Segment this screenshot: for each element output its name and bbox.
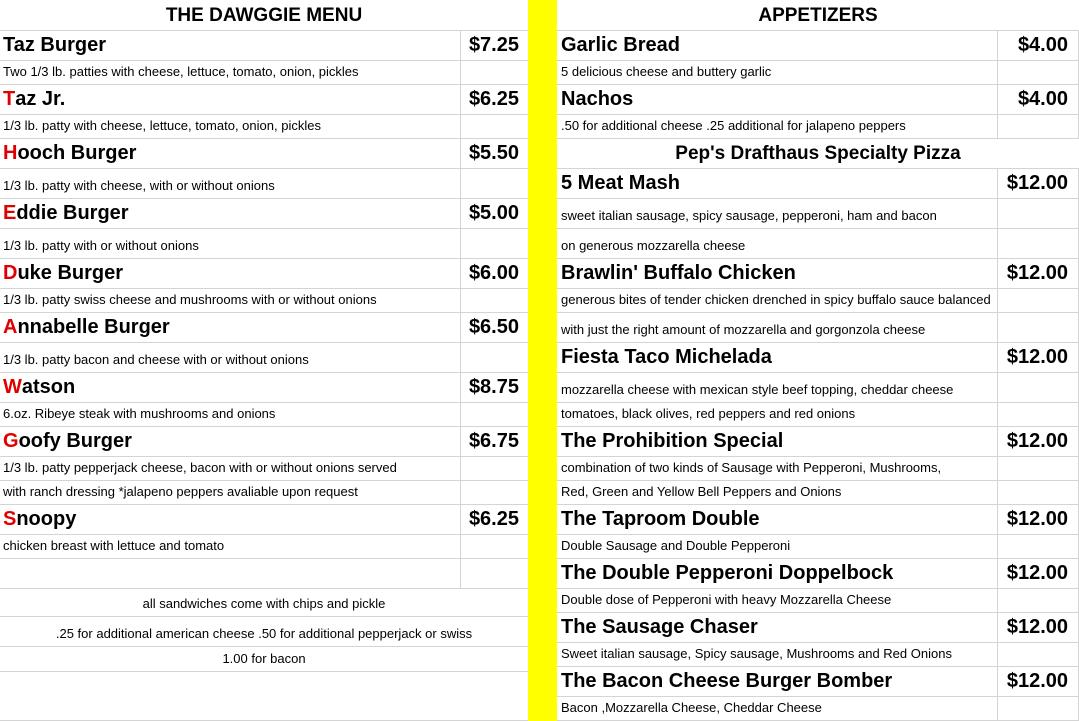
- price-blank: [461, 457, 528, 480]
- appetizer-desc-row: [557, 61, 1079, 85]
- burger-initial: T: [3, 88, 16, 110]
- burger-name-rest: oofy Burger: [18, 430, 132, 452]
- pizza-description: mozzarella cheese with mexican style beef topping, cheddar cheese: [557, 373, 998, 402]
- pizza-description: Double Sausage and Double Pepperoni: [557, 535, 998, 558]
- pizza-desc-row: [557, 403, 1079, 427]
- burger-name-rest: ddie Burger: [16, 202, 129, 224]
- empty-row: [0, 559, 528, 589]
- price-blank: [461, 169, 528, 198]
- burger-item-row: [0, 313, 528, 343]
- burger-price: $6.25: [468, 88, 519, 110]
- burger-name: [0, 259, 461, 288]
- burger-price: $6.25: [468, 508, 519, 530]
- burger-initial: A: [3, 316, 18, 338]
- burger-name-rest: nnabelle Burger: [17, 316, 170, 338]
- burger-item-row: [0, 139, 528, 169]
- burger-description: 1/3 lb. patty pepperjack cheese, bacon with or without onions served: [0, 457, 461, 480]
- pizza-name: Brawlin' Buffalo Chicken: [557, 259, 998, 288]
- menu-title-row: [0, 0, 528, 31]
- pizza-item-row: [557, 613, 1079, 643]
- burger-name-rest: atson: [21, 376, 76, 398]
- appetizer-desc-row: [557, 115, 1079, 139]
- pizza-name: The Double Pepperoni Doppelbock: [557, 559, 998, 588]
- trailing-row: [0, 672, 528, 721]
- burger-item-row: [0, 199, 528, 229]
- price-blank: [461, 535, 528, 558]
- burger-description: 1/3 lb. patty bacon and cheese with or without onions: [0, 343, 461, 372]
- burger-price: $5.50: [468, 142, 519, 164]
- burger-price: $6.00: [468, 262, 519, 284]
- pizza-price: $12.00: [998, 259, 1079, 288]
- pizza-description: combination of two kinds of Sausage with Pepperoni, Mushrooms,: [557, 457, 998, 480]
- pizza-item-row: [557, 505, 1079, 535]
- pizza-name: The Bacon Cheese Burger Bomber: [557, 667, 998, 696]
- pizza-item-row: [557, 559, 1079, 589]
- pizza-item-row: [557, 259, 1079, 289]
- pizza-description: Sweet italian sausage, Spicy sausage, Mushrooms and Red Onions: [557, 643, 998, 666]
- burger-desc-row: [0, 481, 528, 505]
- price-blank: [998, 61, 1079, 84]
- burger-name: [0, 199, 461, 228]
- menu-note: all sandwiches come with chips and pickle: [142, 596, 386, 611]
- menu-title: THE DAWGGIE MENU: [165, 5, 363, 26]
- pizza-desc-row: [557, 313, 1079, 343]
- burger-desc-row: [0, 343, 528, 373]
- price-blank: [998, 313, 1079, 342]
- pizza-item-row: [557, 667, 1079, 697]
- note-row: [0, 589, 528, 617]
- burger-initial: E: [3, 202, 17, 224]
- price-blank: [998, 697, 1079, 720]
- burger-desc-row: [0, 169, 528, 199]
- burger-desc-row: [0, 115, 528, 139]
- pizza-desc-row: [557, 643, 1079, 667]
- burger-desc-row: [0, 535, 528, 559]
- price-blank: [461, 229, 528, 258]
- menu-note: .25 for additional american cheese .50 for additional pepperjack or swiss: [55, 626, 473, 641]
- pizza-name: The Taproom Double: [557, 505, 998, 534]
- pizza-desc-row: [557, 373, 1079, 403]
- burger-item-row: [0, 259, 528, 289]
- burger-item-row: [0, 31, 528, 61]
- price-blank: [461, 403, 528, 426]
- burger-initial: W: [3, 376, 22, 398]
- burger-name: [0, 505, 461, 534]
- burger-price: $6.75: [468, 430, 519, 452]
- pizza-item-row: [557, 343, 1079, 373]
- note-row: [0, 617, 528, 647]
- pizza-desc-row: [557, 199, 1079, 229]
- pizza-price: $12.00: [998, 613, 1079, 642]
- burger-price: $6.50: [468, 316, 519, 338]
- burger-description: 1/3 lb. patty with cheese, with or without onions: [0, 169, 461, 198]
- burger-initial: D: [3, 262, 18, 284]
- burger-price: $7.25: [468, 34, 519, 56]
- pizza-description: sweet italian sausage, spicy sausage, pepperoni, ham and bacon: [557, 199, 998, 228]
- burger-name: [0, 313, 461, 342]
- yellow-divider-column: [528, 0, 557, 721]
- burger-initial: G: [3, 430, 19, 452]
- burger-desc-row: [0, 229, 528, 259]
- burger-name: [0, 373, 461, 402]
- price-blank: [998, 457, 1079, 480]
- pizza-price: $12.00: [998, 427, 1079, 456]
- burger-desc-row: [0, 289, 528, 313]
- price-blank: [998, 289, 1079, 312]
- burger-desc-row: [0, 403, 528, 427]
- blank-cell: [461, 559, 528, 588]
- appetizer-price: $4.00: [998, 85, 1079, 114]
- pizza-section-title: Pep's Drafthaus Specialty Pizza: [675, 143, 961, 164]
- burger-desc-row: [0, 457, 528, 481]
- burger-description: chicken breast with lettuce and tomato: [0, 535, 461, 558]
- burger-item-row: [0, 85, 528, 115]
- price-blank: [998, 229, 1079, 258]
- pizza-desc-row: [557, 289, 1079, 313]
- burger-name-rest: noopy: [16, 508, 77, 530]
- burger-description: 1/3 lb. patty swiss cheese and mushrooms with or without onions: [0, 289, 461, 312]
- pizza-desc-row: [557, 589, 1079, 613]
- appetizers-title-row: [557, 0, 1079, 31]
- burger-name-rest: Taz Burger: [3, 34, 106, 56]
- burger-description: 1/3 lb. patty with cheese, lettuce, tomato, onion, pickles: [0, 115, 461, 138]
- price-blank: [998, 403, 1079, 426]
- burger-name: [0, 427, 461, 456]
- burger-initial: H: [3, 142, 18, 164]
- price-blank: [998, 643, 1079, 666]
- pizza-price: $12.00: [998, 667, 1079, 696]
- pizza-item-row: [557, 427, 1079, 457]
- price-blank: [461, 115, 528, 138]
- appetizers-title: APPETIZERS: [758, 5, 878, 26]
- burger-item-row: [0, 505, 528, 535]
- appetizer-description: 5 delicious cheese and buttery garlic: [557, 61, 998, 84]
- pizza-name: 5 Meat Mash: [557, 169, 998, 198]
- appetizer-price: $4.00: [998, 31, 1079, 60]
- pizza-desc-row: [557, 229, 1079, 259]
- burger-description: Two 1/3 lb. patties with cheese, lettuce, tomato, onion, pickles: [0, 61, 461, 84]
- blank-cell: [0, 559, 461, 588]
- note-row: [0, 647, 528, 672]
- burger-description: with ranch dressing *jalapeno peppers avaliable upon request: [0, 481, 461, 504]
- burger-item-row: [0, 427, 528, 457]
- price-blank: [998, 373, 1079, 402]
- burger-name-rest: az Jr.: [15, 88, 66, 110]
- appetizer-item-row: [557, 31, 1079, 61]
- price-blank: [998, 589, 1079, 612]
- pizza-description: with just the right amount of mozzarella and gorgonzola cheese: [557, 313, 998, 342]
- burger-price: $8.75: [468, 376, 519, 398]
- price-blank: [461, 481, 528, 504]
- burger-desc-row: [0, 61, 528, 85]
- pizza-price: $12.00: [998, 343, 1079, 372]
- burger-name-rest: ooch Burger: [17, 142, 137, 164]
- pizza-title-row: [557, 139, 1079, 169]
- pizza-item-row: [557, 169, 1079, 199]
- pizza-name: Fiesta Taco Michelada: [557, 343, 998, 372]
- pizza-desc-row: [557, 535, 1079, 559]
- pizza-name: The Prohibition Special: [557, 427, 998, 456]
- price-blank: [461, 289, 528, 312]
- pizza-description: Red, Green and Yellow Bell Peppers and Onions: [557, 481, 998, 504]
- price-blank: [998, 115, 1079, 138]
- price-blank: [461, 343, 528, 372]
- appetizer-item-row: [557, 85, 1079, 115]
- price-blank: [998, 535, 1079, 558]
- appetizer-description: .50 for additional cheese .25 additional for jalapeno peppers: [557, 115, 998, 138]
- price-blank: [998, 199, 1079, 228]
- price-blank: [998, 481, 1079, 504]
- pizza-price: $12.00: [998, 169, 1079, 198]
- burger-description: 1/3 lb. patty with or without onions: [0, 229, 461, 258]
- appetizer-name: Garlic Bread: [557, 31, 998, 60]
- menu-note: 1.00 for bacon: [222, 651, 306, 666]
- pizza-description: Double dose of Pepperoni with heavy Mozzarella Cheese: [557, 589, 998, 612]
- pizza-desc-row: [557, 697, 1079, 721]
- pizza-name: The Sausage Chaser: [557, 613, 998, 642]
- pizza-description: generous bites of tender chicken drenched in spicy buffalo sauce balanced: [557, 289, 998, 312]
- burger-price: $5.00: [468, 202, 519, 224]
- burger-initial: S: [3, 508, 17, 530]
- price-blank: [461, 61, 528, 84]
- burger-name: [0, 31, 461, 60]
- appetizer-name: Nachos: [557, 85, 998, 114]
- pizza-price: $12.00: [998, 559, 1079, 588]
- burger-description: 6.oz. Ribeye steak with mushrooms and onions: [0, 403, 461, 426]
- burger-name: [0, 139, 461, 168]
- burger-name: [0, 85, 461, 114]
- pizza-desc-row: [557, 457, 1079, 481]
- pizza-desc-row: [557, 481, 1079, 505]
- pizza-description: Bacon ,Mozzarella Cheese, Cheddar Cheese: [557, 697, 998, 720]
- burger-item-row: [0, 373, 528, 403]
- pizza-description: on generous mozzarella cheese: [557, 229, 998, 258]
- pizza-description: tomatoes, black olives, red peppers and red onions: [557, 403, 998, 426]
- burger-name-rest: uke Burger: [17, 262, 124, 284]
- pizza-price: $12.00: [998, 505, 1079, 534]
